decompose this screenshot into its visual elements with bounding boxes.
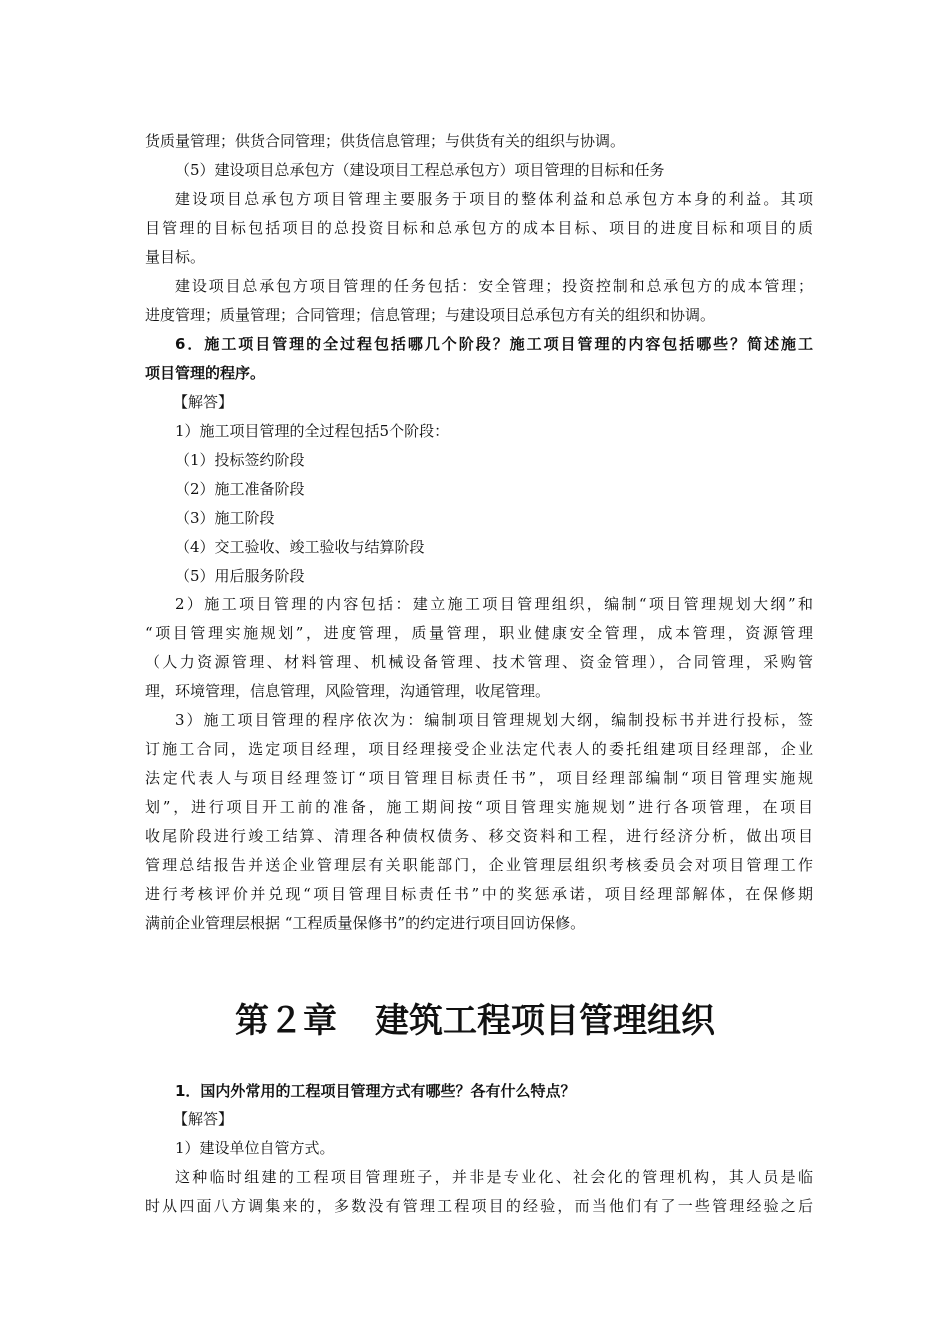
text-line: 目管理的目标包括项目的总投资目标和总承包方的成本目标、项目的进度目标和项目的质	[145, 219, 813, 237]
text-line: （人力资源管理、材料管理、机械设备管理、技术管理、资金管理），合同管理，采购管	[145, 653, 813, 671]
text-line: 理，环境管理，信息管理，风险管理，沟通管理，收尾管理。	[145, 682, 551, 700]
text-line: 1）施工项目管理的全过程包括5个阶段：	[175, 422, 450, 440]
text-line: 项目管理的程序。	[145, 364, 266, 382]
text-line: （4）交工验收、竣工验收与结算阶段	[175, 538, 425, 556]
text-line: 建设项目总承包方项目管理主要服务于项目的整体利益和总承包方本身的利益。其项	[175, 190, 813, 208]
chapter-heading	[0, 997, 950, 1045]
text-line: 满前企业管理层根据 “工程质量保修书”的约定进行项目回访保修。	[145, 914, 586, 932]
text-line: 【解答】	[173, 1110, 234, 1128]
text-line: （2）施工准备阶段	[175, 480, 305, 498]
text-line: “项目管理实施规划”，进度管理，质量管理，职业健康安全管理，成本管理，资源管理	[145, 624, 813, 642]
text-line: 6．施工项目管理的全过程包括哪几个阶段？施工项目管理的内容包括哪些？简述施工	[175, 335, 813, 353]
text-line: 管理总结报告并送企业管理层有关职能部门，企业管理层组织考核委员会对项目管理工作	[145, 856, 813, 874]
text-line: 时从四面八方调集来的，多数没有管理工程项目的经验，而当他们有了一些管理经验之后	[145, 1197, 813, 1215]
text-line: 1．国内外常用的工程项目管理方式有哪些？各有什么特点？	[175, 1082, 576, 1100]
text-line: （3）施工阶段	[175, 509, 275, 527]
text-line: （1）投标签约阶段	[175, 451, 305, 469]
text-line: 货质量管理；供货合同管理；供货信息管理；与供货有关的组织与协调。	[145, 132, 626, 150]
text-line: 3）施工项目管理的程序依次为：编制项目管理规划大纲，编制投标书并进行投标，签	[175, 711, 813, 729]
text-line: （5）建设项目总承包方（建设项目工程总承包方）项目管理的目标和任务	[175, 161, 665, 179]
text-line: 量目标。	[145, 248, 206, 266]
text-line: 2）施工项目管理的内容包括：建立施工项目管理组织，编制“项目管理规划大纲”和	[175, 595, 813, 613]
chapter-number: 第２章	[235, 1001, 337, 1041]
text-line: 【解答】	[173, 393, 234, 411]
text-line: 订施工合同，选定项目经理，项目经理接受企业法定代表人的委托组建项目经理部，企业	[145, 740, 813, 758]
text-line: 法定代表人与项目经理签订“项目管理目标责任书”，项目经理部编制“项目管理实施规	[145, 769, 813, 787]
text-line: 建设项目总承包方项目管理的任务包括：安全管理；投资控制和总承包方的成本管理；	[175, 277, 813, 295]
text-line: 划”，进行项目开工前的准备，施工期间按“项目管理实施规划”进行各项管理，在项目	[145, 798, 813, 816]
text-line: 1）建设单位自管方式。	[175, 1139, 335, 1157]
text-line: 收尾阶段进行竣工结算、清理各种债权债务、移交资料和工程，进行经济分析，做出项目	[145, 827, 813, 845]
chapter-title: 建筑工程项目管理组织	[375, 1001, 715, 1041]
text-line: 进行考核评价并兑现“项目管理目标责任书”中的奖惩承诺，项目经理部解体，在保修期	[145, 885, 813, 903]
text-line: 这种临时组建的工程项目管理班子，并非是专业化、社会化的管理机构，其人员是临	[175, 1168, 813, 1186]
text-line: 进度管理；质量管理；合同管理；信息管理；与建设项目总承包方有关的组织和协调。	[145, 306, 716, 324]
text-line: （5）用后服务阶段	[175, 567, 305, 585]
